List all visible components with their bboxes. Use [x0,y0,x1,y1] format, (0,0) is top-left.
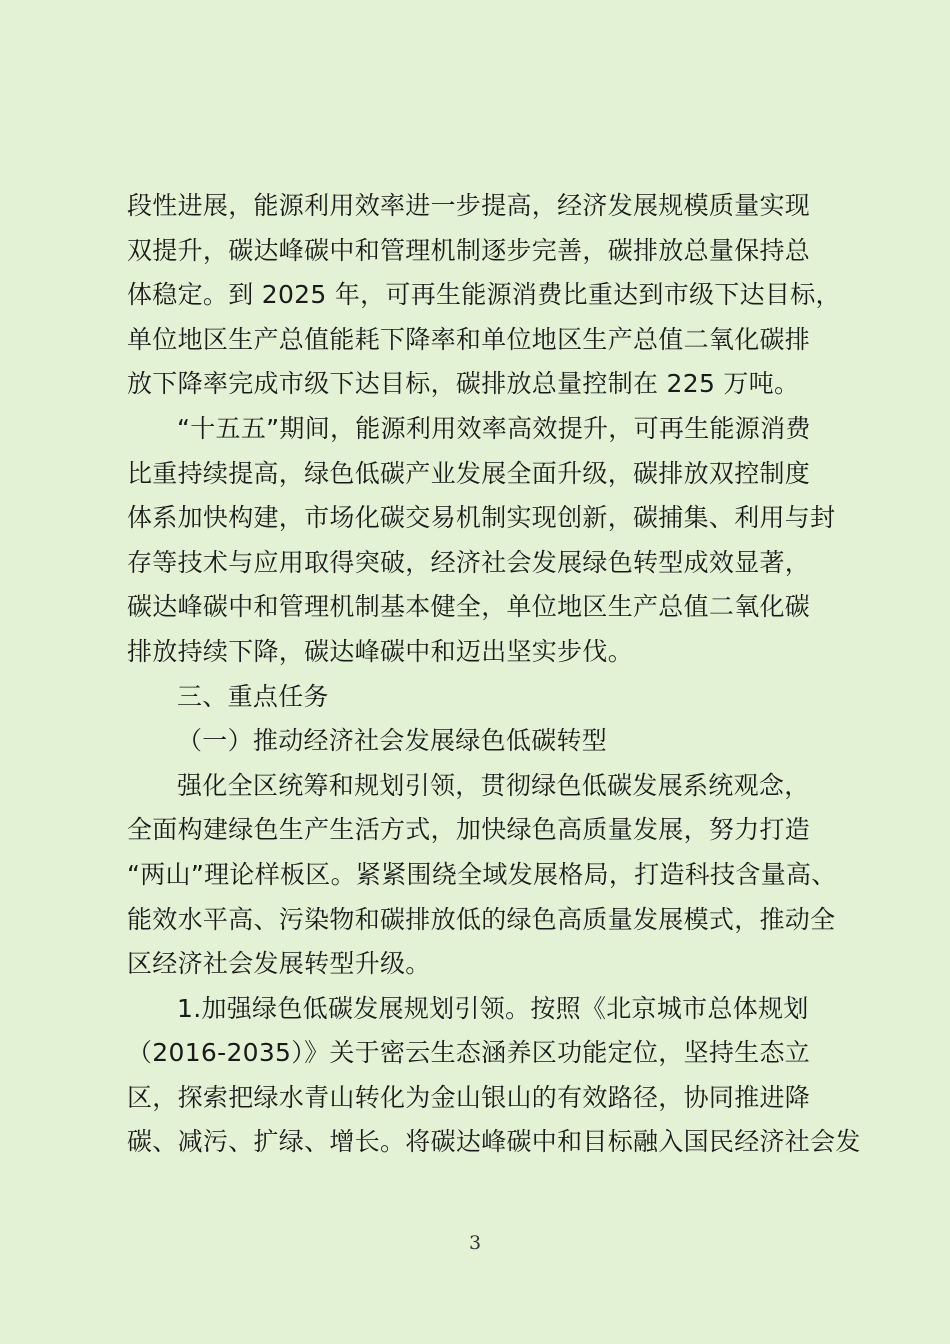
page-number: 3 [468,1232,482,1254]
paragraph-start-line: “十五五”期间，能源利用效率高效提升，可再生能源消费 [177,413,811,443]
text-line: 区，探索把绿水青山转化为金山银山的有效路径，协同推进降 [127,1082,811,1112]
text-line: 段性进展，能源利用效率进一步提高，经济发展规模质量实现 [127,191,811,220]
text-line: 碳达峰碳中和管理机制基本健全，单位地区生产总值二氧化碳 [127,592,811,622]
text-line: 排放持续下降，碳达峰碳中和迈出坚实步伐。 [127,636,634,666]
text-line: 单位地区生产总值能耗下降率和单位地区生产总值二氧化碳排 [127,324,811,354]
text-line: （2016-2035）》关于密云生态涵养区功能定位，坚持生态立 [127,1038,811,1068]
text-line: 区经济社会发展转型升级。 [127,949,431,979]
text-line: 全面构建绿色生产生活方式，加快绿色高质量发展，努力打造 [127,815,811,845]
paragraph-start-line: 强化全区统筹和规划引领，贯彻绿色低碳发展系统观念， [177,770,810,800]
text-line: 放下降率完成市级下达目标，碳排放总量控制在 225 万吨。 [127,369,800,399]
text-line: 能效水平高、污染物和碳排放低的绿色高质量发展模式，推动全 [127,904,836,934]
text-line: 存等技术与应用取得突破，经济社会发展绿色转型成效显著， [127,547,811,577]
text-line: “两山”理论样板区。紧紧围绕全域发展格局，打造科技含量高、 [127,859,837,889]
subsection-heading: （一）推动经济社会发展绿色低碳转型 [177,726,608,756]
text-line: 双提升，碳达峰碳中和管理机制逐步完善，碳排放总量保持总 [127,235,811,265]
paragraph-start-line: 1.加强绿色低碳发展规划引领。按照《北京城市总体规划 [177,993,809,1023]
section-heading: 三、重点任务 [177,681,329,711]
text-line: 体稳定。到 2025 年，可再生能源消费比重达到市级下达目标， [127,280,841,310]
text-line: 碳、减污、扩绿、增长。将碳达峰碳中和目标融入国民经济社会发 [127,1127,861,1157]
text-line: 比重持续提高，绿色低碳产业发展全面升级，碳排放双控制度 [127,458,811,488]
body-text [127,184,861,1165]
text-line: 体系加快构建，市场化碳交易机制实现创新，碳捕集、利用与封 [127,503,836,533]
